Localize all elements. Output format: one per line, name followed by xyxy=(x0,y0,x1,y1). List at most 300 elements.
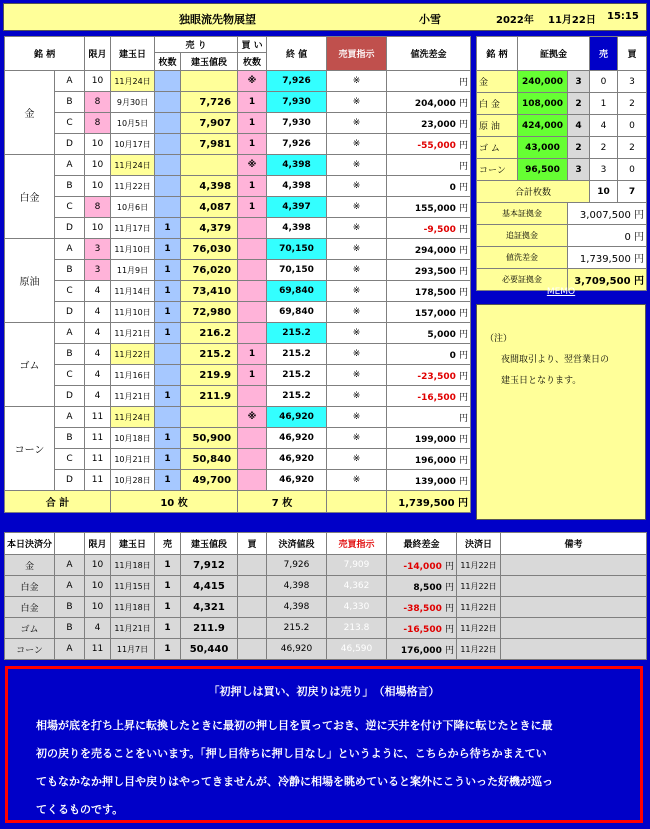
entry-date: 11月14日 xyxy=(111,281,155,302)
margin-brand: コーン xyxy=(477,159,518,181)
buy-lots xyxy=(238,323,267,344)
settle-header-buy: 買 xyxy=(238,533,267,555)
entry-date: 10月28日 xyxy=(111,470,155,491)
summary-label: 値洗差金 xyxy=(477,247,568,269)
trade-signal: ※ xyxy=(327,71,387,92)
entry-date: 11月24日 xyxy=(111,407,155,428)
close-price: 215.2 xyxy=(267,344,327,365)
margin-count: 3 xyxy=(568,71,590,93)
settle-header-price: 建玉値段 xyxy=(181,533,238,555)
sell-lots: 1 xyxy=(155,386,181,407)
diff-value: 0 xyxy=(449,182,456,193)
header-month: 限月 xyxy=(85,37,111,71)
contract-month: 4 xyxy=(85,281,111,302)
settle-sub: B xyxy=(55,597,85,618)
summary-value xyxy=(568,225,647,247)
summary-row xyxy=(477,247,647,269)
diff-value: 204,000 xyxy=(414,98,456,109)
contract-id: D xyxy=(55,134,85,155)
margin-sell: 4 xyxy=(590,115,618,137)
yen-unit: 円 xyxy=(459,392,469,403)
settle-header-settle-price: 決済値段 xyxy=(267,533,327,555)
diff-value: 199,000 xyxy=(414,434,456,445)
contract-id: B xyxy=(55,260,85,281)
brand-name: 白金 xyxy=(5,155,55,239)
settle-sub: A xyxy=(55,639,85,660)
buy-lots: 1 xyxy=(238,344,267,365)
diff-value: -23,500 xyxy=(417,371,456,382)
yen-unit: 円 xyxy=(459,119,469,130)
buy-lots: 1 xyxy=(238,197,267,218)
mark-to-market xyxy=(387,92,471,113)
yen-unit: 円 xyxy=(459,98,469,109)
entry-date: 9月30日 xyxy=(111,92,155,113)
buy-lots xyxy=(238,218,267,239)
trade-signal: ※ xyxy=(327,176,387,197)
settle-signal: 7,909 xyxy=(327,555,387,576)
summary-label: 追証拠金 xyxy=(477,225,568,247)
mark-to-market xyxy=(387,218,471,239)
entry-date: 11月22日 xyxy=(111,176,155,197)
header-entry-date: 建玉日 xyxy=(111,37,155,71)
margin-brand: ゴ ム xyxy=(477,137,518,159)
right-header-buy: 買 xyxy=(618,37,647,71)
header-diff: 値洗差金 xyxy=(387,37,471,71)
total-lots-label: 合計枚数 xyxy=(477,181,590,203)
settle-month: 11 xyxy=(85,639,111,660)
total-lots-sell: 10 xyxy=(590,181,618,203)
sell-lots xyxy=(155,113,181,134)
contract-id: B xyxy=(55,92,85,113)
mark-to-market xyxy=(387,449,471,470)
position-row xyxy=(5,281,471,302)
contract-month: 11 xyxy=(85,470,111,491)
settle-sell: 1 xyxy=(155,597,181,618)
summary-amount: 1,739,500 xyxy=(579,254,631,265)
contract-id: A xyxy=(55,239,85,260)
entry-price: 50,900 xyxy=(181,428,238,449)
settlement-row xyxy=(5,576,647,597)
close-price: 70,150 xyxy=(267,239,327,260)
margin-sell: 3 xyxy=(590,159,618,181)
final-value: -38,500 xyxy=(403,603,442,614)
entry-price: 4,379 xyxy=(181,218,238,239)
buy-lots xyxy=(238,239,267,260)
close-price: 4,398 xyxy=(267,176,327,197)
contract-id: B xyxy=(55,428,85,449)
entry-date: 11月24日 xyxy=(111,71,155,92)
total-label: 合 計 xyxy=(5,491,111,513)
sell-lots: 1 xyxy=(155,428,181,449)
settle-date: 11月22日 xyxy=(457,639,501,660)
settle-sell: 1 xyxy=(155,639,181,660)
diff-value: 196,000 xyxy=(414,455,456,466)
position-row xyxy=(5,71,471,92)
yen-unit: 円 xyxy=(459,224,469,235)
trade-signal: ※ xyxy=(327,197,387,218)
position-row xyxy=(5,302,471,323)
close-price: 7,926 xyxy=(267,71,327,92)
trade-signal: ※ xyxy=(327,449,387,470)
settle-buy xyxy=(238,576,267,597)
settle-header-day: 本日決済分 xyxy=(5,533,55,555)
sell-lots xyxy=(155,155,181,176)
settle-price: 4,321 xyxy=(181,597,238,618)
yen-unit: 円 xyxy=(459,245,469,256)
margin-buy: 0 xyxy=(618,159,647,181)
margin-row xyxy=(477,93,647,115)
close-price: 215.2 xyxy=(267,323,327,344)
proverb-body xyxy=(8,699,640,824)
summary-value xyxy=(568,203,647,225)
settle-value: 4,398 xyxy=(267,576,327,597)
settle-entry: 11月18日 xyxy=(111,597,155,618)
yen-unit: 円 xyxy=(459,77,469,88)
position-row xyxy=(5,218,471,239)
settle-sub: B xyxy=(55,618,85,639)
yen-unit: 円 xyxy=(459,182,469,193)
settle-sub: A xyxy=(55,576,85,597)
contract-id: B xyxy=(55,176,85,197)
entry-price: 49,700 xyxy=(181,470,238,491)
settle-entry: 11月21日 xyxy=(111,618,155,639)
trade-signal: ※ xyxy=(327,302,387,323)
margin-buy: 0 xyxy=(618,115,647,137)
margin-count: 2 xyxy=(568,93,590,115)
contract-month: 11 xyxy=(85,449,111,470)
mark-to-market xyxy=(387,176,471,197)
yen-unit: 円 xyxy=(444,561,454,572)
margin-sell: 1 xyxy=(590,93,618,115)
right-header-margin: 証拠金 xyxy=(518,37,590,71)
proverb-box xyxy=(5,666,643,823)
position-row xyxy=(5,176,471,197)
diff-value: 23,000 xyxy=(421,119,456,130)
sell-lots: 1 xyxy=(155,323,181,344)
final-value: 176,000 xyxy=(400,645,442,656)
trade-signal: ※ xyxy=(327,428,387,449)
buy-lots: 1 xyxy=(238,176,267,197)
settle-final xyxy=(387,597,457,618)
diff-value: 178,500 xyxy=(414,287,456,298)
settle-brand: ゴム xyxy=(5,618,55,639)
diff-value: 0 xyxy=(449,350,456,361)
close-price: 46,920 xyxy=(267,428,327,449)
settle-note xyxy=(501,597,647,618)
buy-lots xyxy=(238,302,267,323)
brand-name: コーン xyxy=(5,407,55,491)
proverb-title: 「初押しは買い、初戻りは売り」 （相場格言） xyxy=(208,685,440,698)
entry-price: 7,907 xyxy=(181,113,238,134)
mark-to-market xyxy=(387,71,471,92)
sell-lots xyxy=(155,197,181,218)
diff-value: 294,000 xyxy=(414,245,456,256)
diff-value: -55,000 xyxy=(417,140,456,151)
sell-lots: 1 xyxy=(155,302,181,323)
close-price: 46,920 xyxy=(267,470,327,491)
settle-value: 7,926 xyxy=(267,555,327,576)
settle-note xyxy=(501,576,647,597)
margin-brand: 白 金 xyxy=(477,93,518,115)
diff-value: -9,500 xyxy=(423,224,456,235)
total-lots-buy: 7 xyxy=(618,181,647,203)
buy-lots xyxy=(238,260,267,281)
margin-table xyxy=(476,36,647,291)
buy-lots: ※ xyxy=(238,407,267,428)
yen-unit: 円 xyxy=(634,276,645,287)
yen-unit: 円 xyxy=(444,603,454,614)
margin-row xyxy=(477,71,647,93)
settle-price: 7,912 xyxy=(181,555,238,576)
header-signal: 売買指示 xyxy=(327,37,387,71)
positions-table xyxy=(4,36,471,513)
trade-signal: ※ xyxy=(327,407,387,428)
margin-count: 2 xyxy=(568,137,590,159)
entry-date: 11月21日 xyxy=(111,386,155,407)
entry-price: 219.9 xyxy=(181,365,238,386)
sell-lots xyxy=(155,407,181,428)
summary-value xyxy=(568,247,647,269)
contract-id: A xyxy=(55,323,85,344)
margin-row xyxy=(477,137,647,159)
mark-to-market xyxy=(387,407,471,428)
yen-unit: 円 xyxy=(634,254,645,265)
summary-row xyxy=(477,225,647,247)
trade-signal: ※ xyxy=(327,386,387,407)
yen-unit: 円 xyxy=(459,161,469,172)
contract-id: B xyxy=(55,344,85,365)
final-value: 8,500 xyxy=(413,582,442,593)
entry-date: 10月18日 xyxy=(111,428,155,449)
entry-date: 11月21日 xyxy=(111,323,155,344)
margin-count: 4 xyxy=(568,115,590,137)
summary-label: 基本証拠金 xyxy=(477,203,568,225)
trade-signal: ※ xyxy=(327,134,387,155)
diff-value: 157,000 xyxy=(414,308,456,319)
contract-month: 3 xyxy=(85,239,111,260)
trade-signal: ※ xyxy=(327,260,387,281)
buy-lots: 1 xyxy=(238,365,267,386)
position-row xyxy=(5,449,471,470)
right-header-sell: 売 xyxy=(590,37,618,71)
memo-line: 建玉日となります。 xyxy=(501,376,582,386)
entry-price: 4,398 xyxy=(181,176,238,197)
close-price: 4,398 xyxy=(267,218,327,239)
entry-date: 10月21日 xyxy=(111,449,155,470)
mark-to-market xyxy=(387,428,471,449)
settlement-row xyxy=(5,597,647,618)
entry-price xyxy=(181,71,238,92)
entry-price: 76,030 xyxy=(181,239,238,260)
settle-header-month: 限月 xyxy=(85,533,111,555)
close-price: 215.2 xyxy=(267,365,327,386)
settle-final xyxy=(387,639,457,660)
entry-price xyxy=(181,155,238,176)
buy-lots: ※ xyxy=(238,155,267,176)
entry-date: 10月17日 xyxy=(111,134,155,155)
contract-month: 8 xyxy=(85,197,111,218)
entry-date: 11月9日 xyxy=(111,260,155,281)
buy-lots xyxy=(238,470,267,491)
settlement-row xyxy=(5,555,647,576)
entry-date: 11月24日 xyxy=(111,155,155,176)
yen-unit: 円 xyxy=(459,140,469,151)
yen-unit: 円 xyxy=(459,350,469,361)
settlement-table xyxy=(4,532,647,660)
settle-entry: 11月7日 xyxy=(111,639,155,660)
contract-id: D xyxy=(55,386,85,407)
mark-to-market xyxy=(387,386,471,407)
margin-buy: 3 xyxy=(618,71,647,93)
sell-lots: 1 xyxy=(155,218,181,239)
buy-lots: 1 xyxy=(238,134,267,155)
settle-date: 11月22日 xyxy=(457,597,501,618)
margin-buy: 2 xyxy=(618,93,647,115)
sell-lots: 1 xyxy=(155,281,181,302)
diff-value: 155,000 xyxy=(414,203,456,214)
sell-lots: 1 xyxy=(155,260,181,281)
summary-row xyxy=(477,203,647,225)
contract-month: 3 xyxy=(85,260,111,281)
margin-row xyxy=(477,159,647,181)
settle-header-sell: 売 xyxy=(155,533,181,555)
mark-to-market xyxy=(387,470,471,491)
summary-label: 必要証拠金 xyxy=(477,269,568,291)
close-price: 7,926 xyxy=(267,134,327,155)
margin-amount: 240,000 xyxy=(518,71,568,93)
contract-id: A xyxy=(55,155,85,176)
contract-id: D xyxy=(55,302,85,323)
entry-price: 215.2 xyxy=(181,344,238,365)
settle-final xyxy=(387,576,457,597)
entry-price: 73,410 xyxy=(181,281,238,302)
header-entry-price: 建玉値段 xyxy=(181,53,238,71)
contract-month: 4 xyxy=(85,323,111,344)
contract-month: 10 xyxy=(85,71,111,92)
brand-name: ゴム xyxy=(5,323,55,407)
entry-price: 211.9 xyxy=(181,386,238,407)
contract-month: 10 xyxy=(85,176,111,197)
settle-date: 11月22日 xyxy=(457,555,501,576)
diff-value: 139,000 xyxy=(414,476,456,487)
mark-to-market xyxy=(387,113,471,134)
mark-to-market xyxy=(387,323,471,344)
author-name: 小雪 xyxy=(419,13,441,26)
settle-value: 215.2 xyxy=(267,618,327,639)
mark-to-market xyxy=(387,197,471,218)
contract-month: 4 xyxy=(85,386,111,407)
settle-brand: 白金 xyxy=(5,576,55,597)
memo-line: （注） xyxy=(485,334,513,344)
close-price: 69,840 xyxy=(267,281,327,302)
close-price: 70,150 xyxy=(267,260,327,281)
trade-signal: ※ xyxy=(327,113,387,134)
settle-buy xyxy=(238,597,267,618)
time-label: 15:15 xyxy=(607,11,639,22)
contract-month: 11 xyxy=(85,428,111,449)
trade-signal: ※ xyxy=(327,239,387,260)
settle-signal: 213.8 xyxy=(327,618,387,639)
contract-month: 10 xyxy=(85,218,111,239)
contract-month: 8 xyxy=(85,92,111,113)
position-row xyxy=(5,92,471,113)
settle-price: 211.9 xyxy=(181,618,238,639)
contract-month: 10 xyxy=(85,134,111,155)
margin-count: 3 xyxy=(568,159,590,181)
trade-signal: ※ xyxy=(327,218,387,239)
trade-signal: ※ xyxy=(327,281,387,302)
close-price: 4,397 xyxy=(267,197,327,218)
total-diff: 1,739,500 円 xyxy=(387,491,471,513)
close-price: 4,398 xyxy=(267,155,327,176)
entry-date: 10月5日 xyxy=(111,113,155,134)
entry-date: 11月10日 xyxy=(111,302,155,323)
sell-lots xyxy=(155,134,181,155)
trade-signal: ※ xyxy=(327,365,387,386)
settle-signal: 46,590 xyxy=(327,639,387,660)
memo-title: MEMO xyxy=(546,287,576,297)
header-buy: 買 い xyxy=(238,37,267,53)
yen-unit: 円 xyxy=(459,455,469,466)
mark-to-market xyxy=(387,155,471,176)
settle-header-date: 決済日 xyxy=(457,533,501,555)
position-row xyxy=(5,197,471,218)
diff-value: 5,000 xyxy=(427,329,456,340)
trade-signal: ※ xyxy=(327,323,387,344)
proverb-line: てもなかなか押し目や戻りはやってきませんが、冷静に相場を眺めていると案外にこういった好機が巡っ xyxy=(36,775,553,788)
header-buy-lots: 枚数 xyxy=(238,53,267,71)
mark-to-market xyxy=(387,365,471,386)
diff-value: 293,500 xyxy=(414,266,456,277)
yen-unit: 円 xyxy=(459,308,469,319)
entry-date: 10月6日 xyxy=(111,197,155,218)
settle-buy xyxy=(238,555,267,576)
contract-id: D xyxy=(55,470,85,491)
settle-brand: コーン xyxy=(5,639,55,660)
contract-id: C xyxy=(55,449,85,470)
yen-unit: 円 xyxy=(459,434,469,445)
entry-price: 7,726 xyxy=(181,92,238,113)
position-row xyxy=(5,155,471,176)
margin-amount: 96,500 xyxy=(518,159,568,181)
settle-month: 4 xyxy=(85,618,111,639)
settle-price: 4,415 xyxy=(181,576,238,597)
margin-brand: 原 油 xyxy=(477,115,518,137)
entry-date: 11月22日 xyxy=(111,344,155,365)
position-row xyxy=(5,260,471,281)
trade-signal: ※ xyxy=(327,470,387,491)
header-sell: 売 り xyxy=(155,37,238,53)
mark-to-market xyxy=(387,281,471,302)
settle-note xyxy=(501,639,647,660)
position-row xyxy=(5,365,471,386)
yen-unit: 円 xyxy=(444,645,454,656)
close-price: 46,920 xyxy=(267,449,327,470)
position-row xyxy=(5,428,471,449)
header-sell-lots: 枚数 xyxy=(155,53,181,71)
contract-month: 4 xyxy=(85,302,111,323)
settle-signal: 4,330 xyxy=(327,597,387,618)
summary-amount: 3,007,500 xyxy=(579,210,631,221)
settle-sell: 1 xyxy=(155,618,181,639)
position-row xyxy=(5,344,471,365)
yen-unit: 円 xyxy=(459,371,469,382)
total-sell-lots: 10 枚 xyxy=(111,491,238,513)
settlement-row xyxy=(5,618,647,639)
proverb-line: 初の戻りを売ることをいいます。「押し目待ちに押し目なし」というように、こちらから待ちかまえてい xyxy=(36,747,547,760)
yen-unit: 円 xyxy=(634,232,645,243)
buy-lots xyxy=(238,449,267,470)
